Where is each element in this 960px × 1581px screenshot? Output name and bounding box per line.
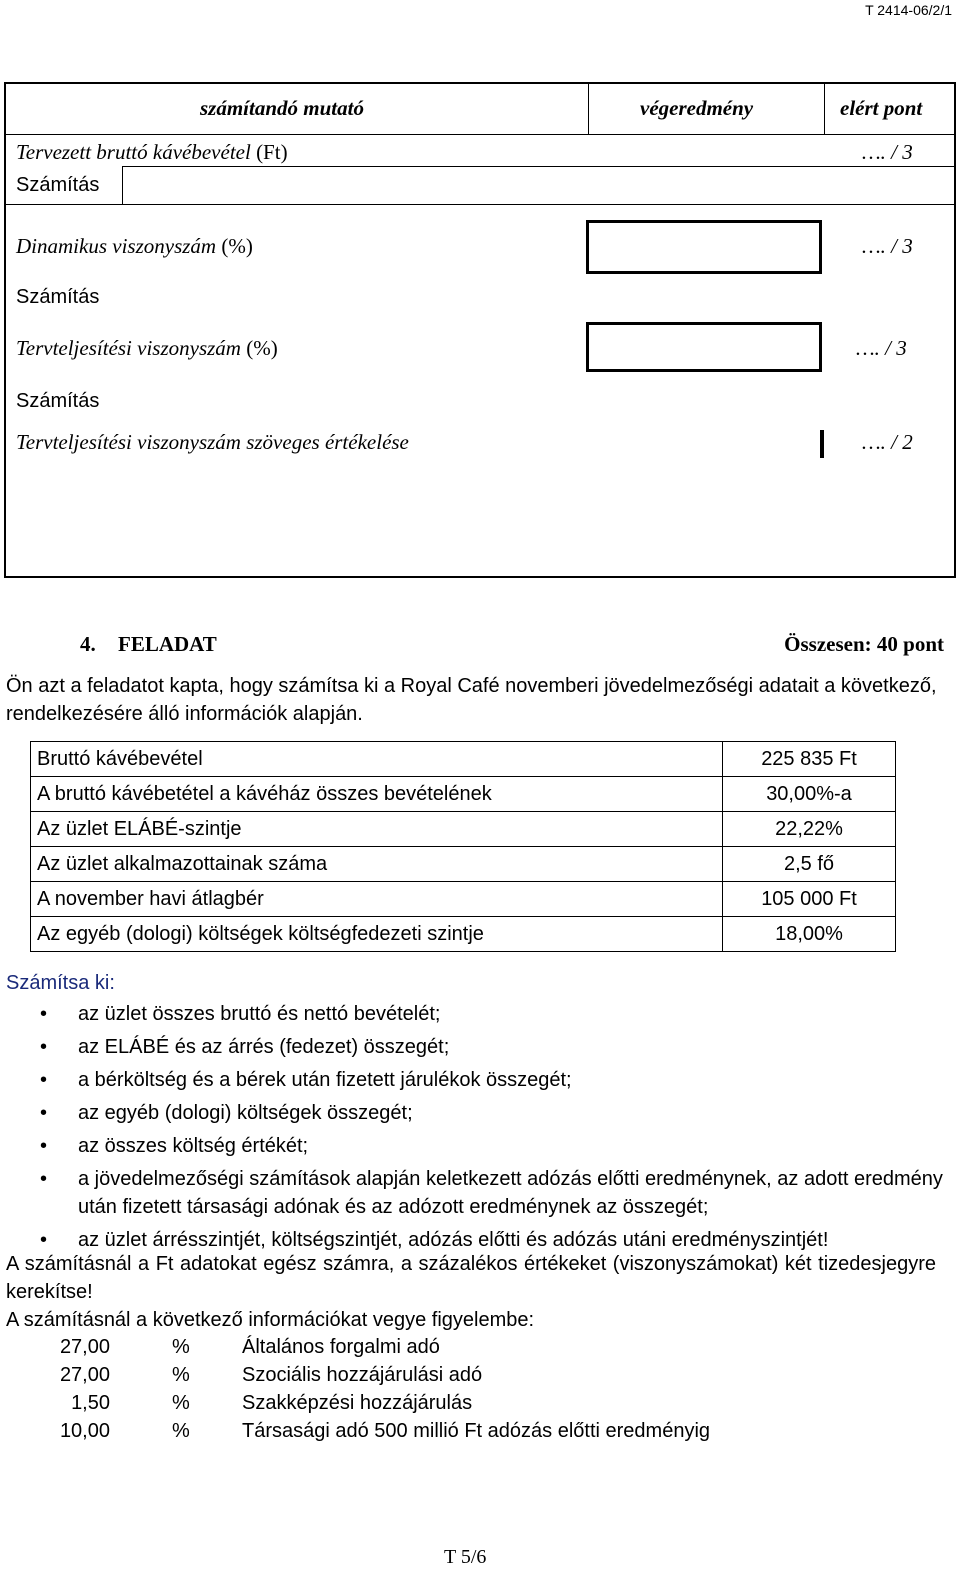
data-value: 105 000 Ft <box>723 882 896 917</box>
rate-value: 27,00 <box>59 1336 110 1358</box>
data-value: 18,00% <box>723 917 896 952</box>
rate-row <box>52 1364 852 1390</box>
list-item-text: az ELÁBÉ és az árrés (fedezet) összegét; <box>78 1036 450 1058</box>
rate-unit: % <box>172 1336 190 1358</box>
rate-label: Szakképzési hozzájárulás <box>242 1392 473 1414</box>
rate-row <box>52 1336 852 1362</box>
list-item <box>36 1000 946 1028</box>
row-planned-revenue-points: …. / 3 <box>862 140 913 164</box>
bullet-icon: • <box>40 1229 48 1251</box>
row-plan-fulfillment-label: Tervteljesítési viszonyszám (%) <box>16 336 278 360</box>
row-planned-revenue-label: Tervezett bruttó kávébevétel (Ft) <box>16 140 288 164</box>
task-total-points: Összesen: 40 pont <box>784 632 944 656</box>
header-indicator: számítandó mutató <box>200 96 364 120</box>
bullet-icon: • <box>40 1102 48 1124</box>
rate-value: 10,00 <box>59 1420 110 1442</box>
rate-value: 1,50 <box>71 1392 110 1414</box>
rate-label: Szociális hozzájárulási adó <box>242 1364 483 1386</box>
list-item <box>36 1066 946 1094</box>
data-value: 225 835 Ft <box>723 742 896 777</box>
rate-label: Társasági adó 500 millió Ft adózás előtti eredményig <box>242 1420 711 1442</box>
plan-fulfillment-answer-box[interactable] <box>586 322 822 372</box>
list-item <box>36 1165 946 1221</box>
data-row <box>31 847 896 882</box>
data-row <box>31 917 896 952</box>
data-row <box>31 812 896 847</box>
row-evaluation-points: …. / 2 <box>862 430 913 454</box>
calculate-heading: Számítsa ki: <box>6 972 115 994</box>
row-planned-revenue-calc: Számítás <box>16 174 100 196</box>
list-item-text: a jövedelmezőségi számítások alapján keletkezett adózás előtti eredménynek, az adott eredmény után fizetett társasági adónak és az adózott eredménynek az összegét; <box>78 1168 943 1218</box>
task-number: 4. <box>80 632 96 656</box>
task-intro: Ön azt a feladatot kapta, hogy számítsa ki a Royal Café novemberi jövedelmezőségi adatait a következő, rendelkezésére álló információk alapján. <box>6 675 937 725</box>
data-value: 2,5 fő <box>723 847 896 882</box>
row-plan-fulfillment-points: …. / 3 <box>856 336 907 360</box>
results-table <box>4 82 956 578</box>
data-row <box>31 882 896 917</box>
list-item <box>36 1033 946 1061</box>
data-value: 30,00%-a <box>723 777 896 812</box>
rate-unit: % <box>172 1364 190 1386</box>
document-code: T 2414-06/2/1 <box>865 2 952 18</box>
rate-label: Általános forgalmi adó <box>242 1336 440 1358</box>
list-item-text: a bérköltség és a bérek után fizetett járulékok összegét; <box>78 1069 572 1091</box>
data-row <box>31 777 896 812</box>
row-dynamic-ratio-points: …. / 3 <box>862 234 913 258</box>
bullet-icon: • <box>40 1135 48 1157</box>
header-points: elért pont <box>840 96 923 120</box>
task-title: FELADAT <box>118 632 217 656</box>
bullet-icon: • <box>40 1069 48 1091</box>
rate-value: 27,00 <box>59 1364 110 1386</box>
given-data-table <box>30 741 896 952</box>
rate-unit: % <box>172 1420 190 1442</box>
bullet-icon: • <box>40 1036 48 1058</box>
rate-row <box>52 1392 852 1418</box>
list-item <box>36 1132 946 1160</box>
bullet-icon: • <box>40 1168 48 1190</box>
dynamic-ratio-answer-box[interactable] <box>586 220 822 274</box>
data-label: Az egyéb (dologi) költségek költségfedezeti szintje <box>31 917 723 952</box>
row-plan-fulfillment-calc: Számítás <box>16 390 100 412</box>
rounding-note: A számításnál a Ft adatokat egész számra, a százalékos értékeket (viszonyszámokat) két tizedesjegyre kerekítse! <box>6 1253 936 1303</box>
page-number: T 5/6 <box>444 1546 487 1568</box>
list-item <box>36 1099 946 1127</box>
data-value: 22,22% <box>723 812 896 847</box>
info-note: A számításnál a következő információkat vegye figyelembe: <box>6 1309 535 1331</box>
data-label: A november havi átlagbér <box>31 882 723 917</box>
data-label: Az üzlet ELÁBÉ-szintje <box>31 812 723 847</box>
calculation-task-list <box>36 1000 946 1259</box>
data-label: Az üzlet alkalmazottainak száma <box>31 847 723 882</box>
header-result: végeredmény <box>640 96 754 120</box>
row-dynamic-ratio-label: Dinamikus viszonyszám (%) <box>16 234 253 258</box>
rate-unit: % <box>172 1392 190 1414</box>
data-row <box>31 742 896 777</box>
row-dynamic-ratio-calc: Számítás <box>16 286 100 308</box>
data-label: Bruttó kávébevétel <box>31 742 723 777</box>
list-item-text: az összes költség értékét; <box>78 1135 309 1157</box>
list-item-text: az üzlet árrésszintjét, költségszintjét, adózás előtti és adózás utáni eredményszintjét! <box>78 1229 829 1251</box>
list-item-text: az üzlet összes bruttó és nettó bevételét; <box>78 1003 441 1025</box>
bullet-icon: • <box>40 1003 48 1025</box>
data-label: A bruttó kávébetétel a kávéház összes bevételének <box>31 777 723 812</box>
list-item-text: az egyéb (dologi) költségek összegét; <box>78 1102 413 1124</box>
row-evaluation-label: Tervteljesítési viszonyszám szöveges értékelése <box>16 430 409 454</box>
rate-row <box>52 1420 852 1446</box>
